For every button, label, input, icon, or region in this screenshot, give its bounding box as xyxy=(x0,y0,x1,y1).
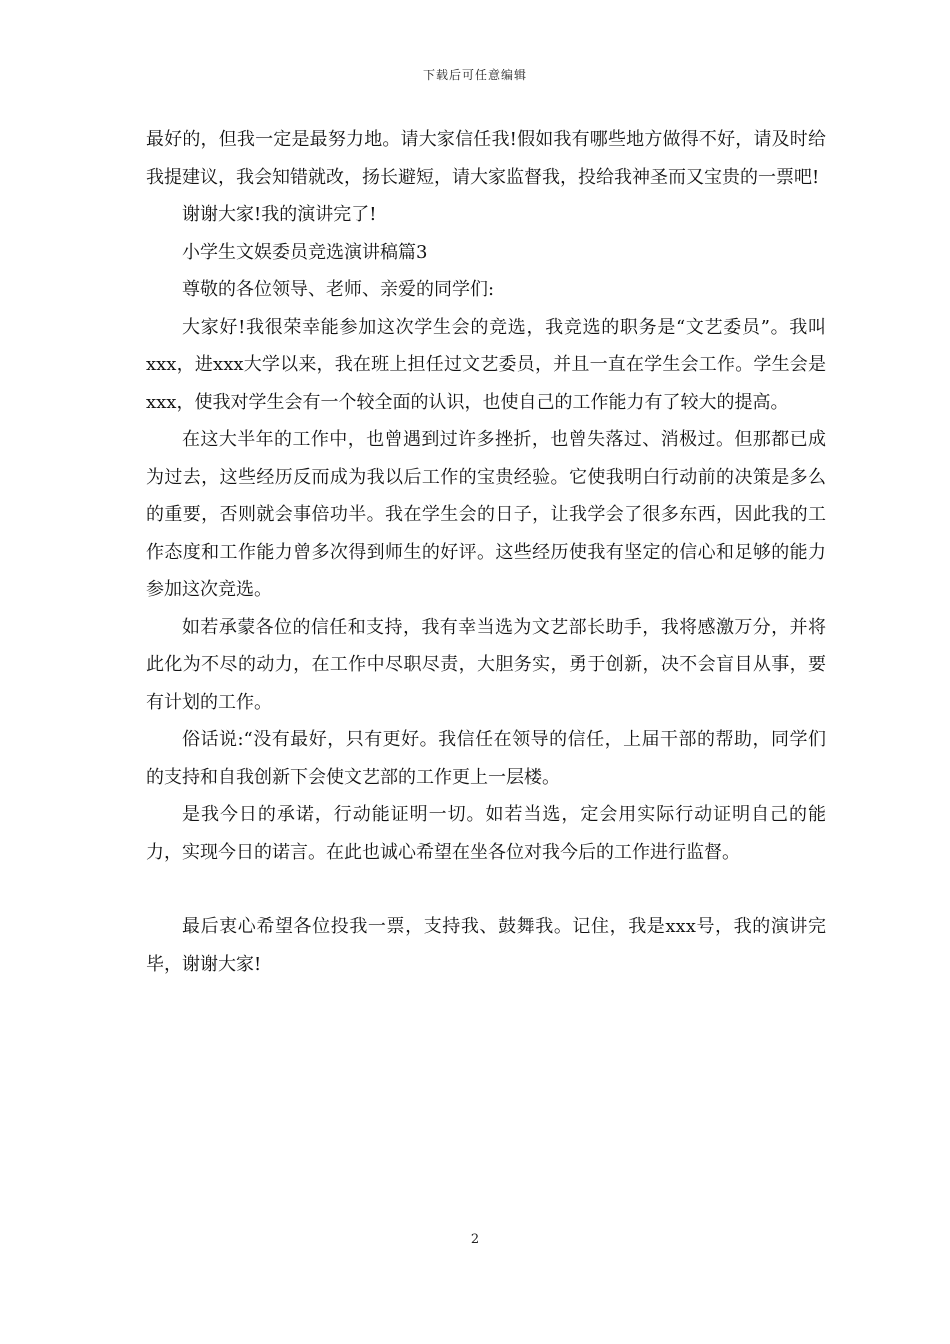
paragraph-continuation: 最好的，但我一定是最努力地。请大家信任我!假如我有哪些地方做得不好，请及时给我提建议，我会知错就改，扬长避短，请大家监督我，投给我神圣而又宝贵的一票吧! xyxy=(146,129,826,188)
page-header: 下载后可任意编辑 xyxy=(422,68,527,82)
document-body xyxy=(146,121,826,983)
paragraph-promise: 是我今日的承诺，行动能证明一切。如若当选，定会用实际行动证明自己的能力，实现今日的诺言。在此也诚心希望在坐各位对我今后的工作进行监督。 xyxy=(146,804,826,863)
paragraph-introduction: 大家好!我很荣幸能参加这次学生会的竞选，我竞选的职务是“文艺委员”。我叫xxx，进xxx大学以来，我在班上担任过文艺委员，并且一直在学生会工作。学生会是xxx，使我对学生会有一个较全面的认识，也使自己的工作能力有了较大的提高。 xyxy=(146,316,826,413)
paragraph-thanks: 谢谢大家!我的演讲完了! xyxy=(182,204,377,225)
paragraph-experience: 在这大半年的工作中，也曾遇到过许多挫折，也曾失落过、消极过。但那都已成为过去，这些经历反而成为我以后工作的宝贵经验。它使我明白行动前的决策是多么的重要，否则就会事倍功半。我在学生会的日子，让我学会了很多东西，因此我的工作态度和工作能力曾多次得到师生的好评。这些经历使我有坚定的信心和足够的能力参加这次竞选。 xyxy=(146,429,826,600)
section-title: 小学生文娱委员竞选演讲稿篇3 xyxy=(182,241,428,263)
page-number: 2 xyxy=(470,1232,480,1247)
paragraph-commitment: 如若承蒙各位的信任和支持，我有幸当选为文艺部长助手，我将感激万分，并将此化为不尽的动力，在工作中尽职尽责，大胆务实，勇于创新，决不会盲目从事，要有计划的工作。 xyxy=(146,616,826,713)
paragraph-closing: 最后衷心希望各位投我一票，支持我、鼓舞我。记住，我是xxx号，我的演讲完毕，谢谢大家! xyxy=(146,916,826,975)
salutation: 尊敬的各位领导、老师、亲爱的同学们: xyxy=(182,279,495,300)
paragraph-proverb: 俗话说:“没有最好，只有更好。我信任在领导的信任，上届干部的帮助，同学们的支持和自我创新下会使文艺部的工作更上一层楼。 xyxy=(146,729,826,788)
